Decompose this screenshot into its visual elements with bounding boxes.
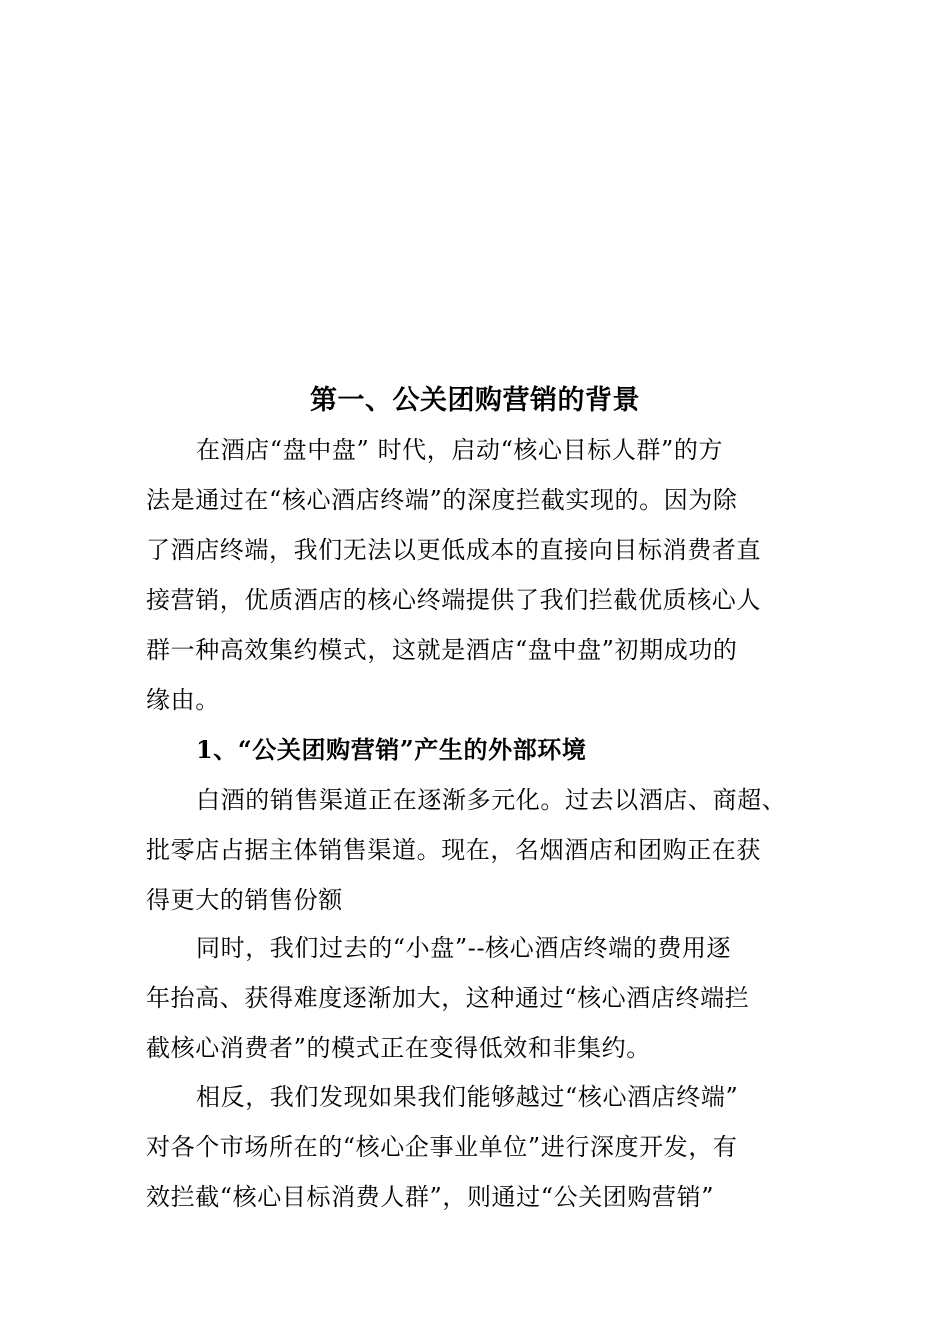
paragraph-line: 群一种高效集约模式，这就是酒店“盘中盘”初期成功的 xyxy=(146,636,738,664)
paragraph-line: 同时，我们过去的“小盘”--核心酒店终端的费用逐 xyxy=(196,934,732,962)
paragraph-line: 效拦截“核心目标消费人群”，则通过“公关团购营销” xyxy=(146,1183,715,1211)
section-heading: 1、“公关团购营销”产生的外部环境 xyxy=(196,735,587,764)
paragraph-line: 批零店占据主体销售渠道。现在，名烟酒店和团购正在获 xyxy=(146,836,761,864)
paragraph-line: 接营销，优质酒店的核心终端提供了我们拦截优质核心人 xyxy=(146,586,761,614)
paragraph-line: 白酒的销售渠道正在逐渐多元化。过去以酒店、商超、 xyxy=(196,786,787,814)
page-title: 第一、公关团购营销的背景 xyxy=(310,385,640,416)
paragraph-line: 年抬高、获得难度逐渐加大，这种通过“核心酒店终端拦 xyxy=(146,984,750,1012)
paragraph-line: 相反，我们发现如果我们能够越过“核心酒店终端” xyxy=(196,1083,739,1111)
paragraph-line: 缘由。 xyxy=(146,686,220,714)
paragraph-line: 截核心消费者”的模式正在变得低效和非集约。 xyxy=(146,1034,651,1062)
paragraph-line: 在酒店“盘中盘” 时代，启动“核心目标人群”的方 xyxy=(196,436,724,464)
paragraph-line: 了酒店终端，我们无法以更低成本的直接向目标消费者直 xyxy=(146,536,761,564)
paragraph-line: 对各个市场所在的“核心企事业单位”进行深度开发，有 xyxy=(146,1133,738,1161)
paragraph-line: 法是通过在“核心酒店终端”的深度拦截实现的。因为除 xyxy=(146,486,738,514)
paragraph-line: 得更大的销售份额 xyxy=(146,886,343,914)
